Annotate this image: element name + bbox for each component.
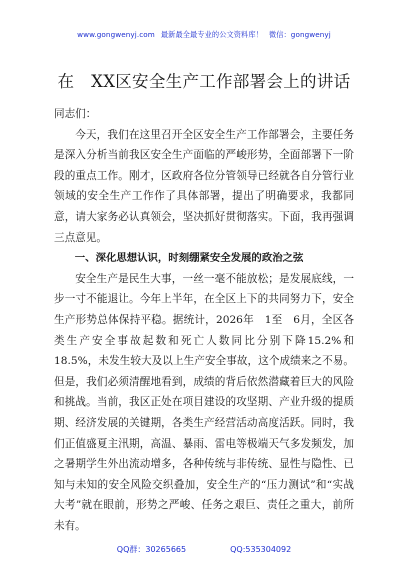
header-banner [0,30,408,40]
document-body [54,104,354,536]
section-heading: 一、深化思想认识，时刻绷紧安全发展的政治之弦 [74,252,304,265]
salutation: 同志们： [54,108,97,120]
section-paragraph: 安全生产是民生大事，一丝一毫不能放松；是发展底线，一步一寸不能退让。今年上半年，在全区上下的共同努力下，安全生产形势总体保持平稳。据统计，2026年 1至 6月，全区各类生产安全事故起数和死亡人数同比分别下降15.2%和18.5%，未发生较大及以上生产安全事故，这个成绩来之不易。但是，我们必须清醒地看到，成绩的背后依然潜藏着巨大的风险和挑战。当前，我区正处在项目建设的攻坚期、产业升级的提质期、经济发展的关键期，各类生产经营活动高度活跃。同时，我们正值盛夏主汛期，高温、暴雨、雷电等极端天气多发频发，加之暑期学生外出流动增多，各种传统与非传统、显性与隐性、已知与未知的安全风险交织叠加，安全生产的“压力测试”和“实战大考”就在眼前，形势之严峻、任务之艰巨、责任之重大，前所未有。 [54,272,354,532]
footer-qq: QQ:535304092 [230,545,292,554]
header-slogan: 最新最全最专业的公文资料库！ [160,30,263,39]
footer-contact [0,544,408,555]
document-title: 在 XX区安全生产工作部署会上的讲话 [57,72,351,91]
header-wechat: 微信：gongwenyj [268,30,331,39]
footer-qq-group: QQ群：30265665 [116,545,187,554]
header-site-link[interactable]: www.gongwenyj.com [77,30,155,39]
intro-paragraph: 今天，我们在这里召开全区安全生产工作部署会，主要任务是深入分析当前我区安全生产面临的严峻形势，全面部署下一阶段的重点工作。刚才，区政府各位分管领导已经就各自分管行业领域的安全生产工作作了具体部署，提出了明确要求，我都同意，请大家务必认真领会，坚决抓好贯彻落实。下面，我再强调三点意见。 [54,128,354,244]
